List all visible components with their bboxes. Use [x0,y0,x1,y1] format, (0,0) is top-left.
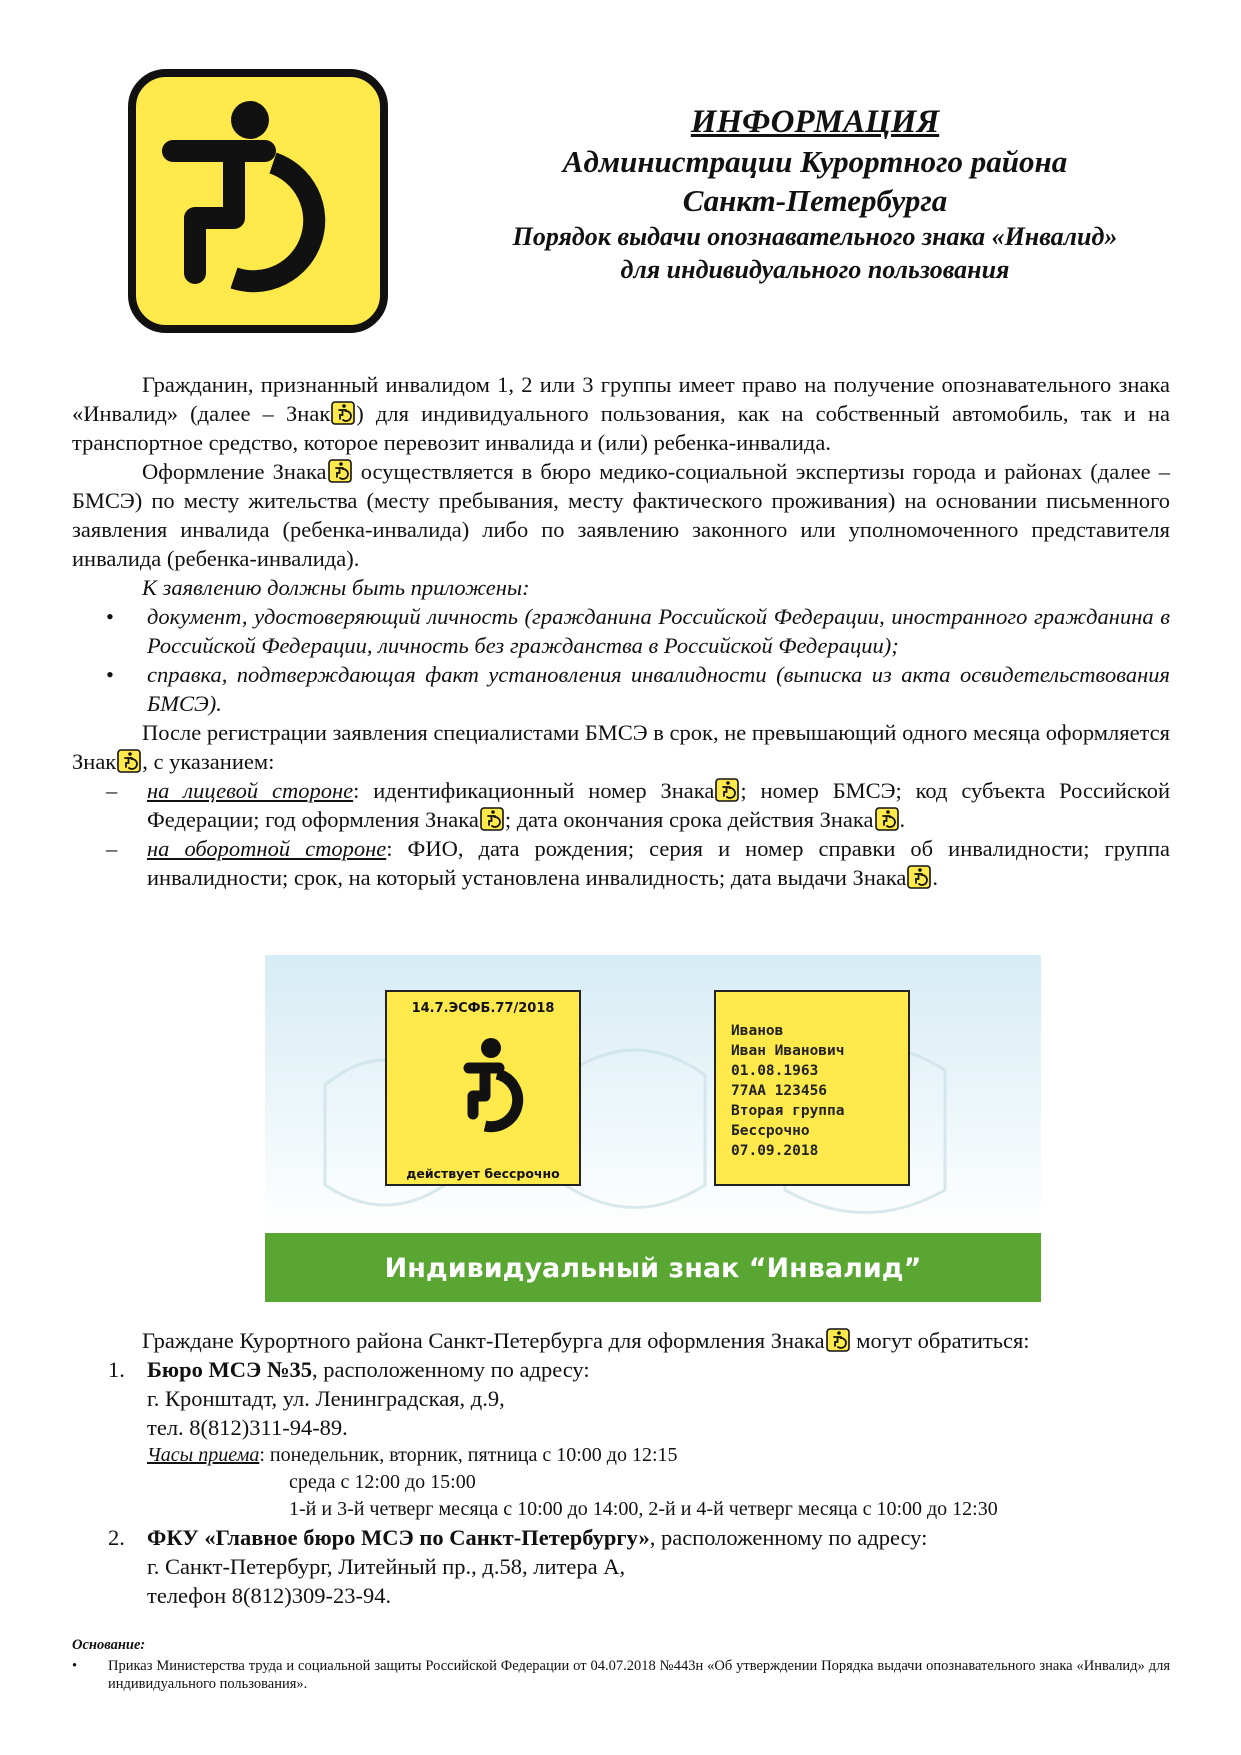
paragraph-registration: Оформление Знака осуществляется в бюро медико-социальной экспертизы города и районах (далее – БМСЭ) по месту жительства (месту пребывания, месту фактического проживания) на основании письменного заявления инвалида (ребенка-инвалида) либо по заявлению законного или уполномоченного представителя инвалида (ребенка-инвалида). [72,459,1170,571]
sign-front-caption: действует бессрочно [406,1166,560,1181]
wheelchair-sign-icon [715,778,739,802]
sign-back-line: Иван Иванович [731,1043,845,1059]
sign-back-line: Вторая группа [731,1103,845,1119]
footnote-item: • Приказ Министерства труда и социальной защиты Российской Федерации от 04.07.2018 №443н «Об утверждении Порядка выдачи опознавательного знака «Инвалид» для индивидуального пользования». [72,1658,1170,1692]
sign-example-banner [265,955,1041,1302]
subtitle-line-1: Порядок выдачи опознавательного знака «Инвалид» [512,222,1118,251]
page-title: ИНФОРМАЦИЯ [690,104,940,140]
office-address: г. Кронштадт, ул. Ленинградская, д.9, [147,1386,505,1411]
footnote [72,1636,1170,1693]
paragraph-issue: После регистрации заявления специалистами БМСЭ в срок, не превышающий одного месяца оформляется Знак , с указанием: [72,720,1170,774]
paragraph-rights: Гражданин, признанный инвалидом 1, 2 или 3 группы имеет право на получение опознавательного знака «Инвалид» (далее – Знак ) для индивидуального пользования, как на собственный автомобиль, так и на транспортное средство, которое перевозит инвалида и (или) ребенка-инвалида. [72,372,1171,455]
list-item: • документ, удостоверяющий личность (гражданина Российской Федерации, иностранного гражданина в Российской Федерации, личность без гражданства в Российской Федерации); [106,604,1170,658]
contacts-intro: Граждане Курортного района Санкт-Петербурга для оформления Знака могут обратиться: [142,1328,1030,1353]
sign-front [386,991,580,1185]
wheelchair-sign-icon [480,807,504,831]
office-address: г. Санкт-Петербург, Литейный пр., д.58, литера А, [147,1554,626,1579]
sign-back-line: Бессрочно [731,1123,810,1139]
list-item: 1. Бюро МСЭ №35, расположенному по адресу: г. Кронштадт, ул. Ленинградская, д.9, тел. 8(812)311-94-89. Часы приема: понедельник, вторник, пятница с 10:00 до 12:15 среда с 12:00 до 15:00 1-й и 3-й четверг месяца с 10:00 до 14:00, 2-й и 4-й четверг месяца с 10:00 до 12:30 [72,1355,1170,1523]
attach-list [72,602,1170,718]
office-phone: телефон 8(812)309-23-94. [147,1583,392,1608]
sign-back-line: Иванов [731,1023,784,1039]
sign-back-line: 01.08.1963 [731,1063,819,1079]
office-hours: Часы приема: понедельник, вторник, пятница с 10:00 до 12:15 среда с 12:00 до 15:00 1-й и 3-й четверг месяца с 10:00 до 14:00, 2-й и 4-й четверг месяца с 10:00 до 12:30 [147,1444,998,1520]
sides-list [72,776,1170,892]
wheelchair-sign-icon [907,865,931,889]
wheelchair-sign-icon [328,459,352,483]
footnote-label: Основание: [72,1637,146,1653]
wheelchair-sign-icon [127,68,389,334]
office-phone: тел. 8(812)311-94-89. [147,1415,348,1440]
org-line-1: Администрации Курортного района [562,144,1068,179]
office-name: Бюро МСЭ №35 [147,1357,312,1382]
sign-back [715,991,909,1185]
wheelchair-sign-icon [826,1328,850,1352]
list-item: • справка, подтверждающая факт установления инвалидности (выписка из акта освидетельствования БМСЭ). [106,662,1170,716]
wheelchair-sign-icon [117,749,141,773]
list-item: 2. ФКУ «Главное бюро МСЭ по Санкт-Петербургу», расположенному по адресу: г. Санкт-Петербург, Литейный пр., д.58, литера А, телефон 8(812)309-23-94. [72,1523,1170,1610]
sign-back-line: 07.09.2018 [731,1143,819,1159]
main-text [72,370,1170,892]
sign-front-id: 14.7.ЭСФБ.77/2018 [411,1001,555,1016]
header [430,102,1200,286]
org-line-2: Санкт-Петербурга [682,183,948,218]
banner-title: Индивидуальный знак “Инвалид” [384,1253,922,1284]
subtitle-line-2: для индивидуального пользования [620,255,1010,284]
contacts [72,1326,1170,1610]
sign-back-line: 77АА 123456 [731,1083,828,1099]
office-name: ФКУ «Главное бюро МСЭ по Санкт-Петербургу» [147,1525,650,1550]
list-item: – на лицевой стороне: идентификационный номер Знака ; номер БМСЭ; код субъекта Российской Федерации; год оформления Знака ; дата окончания срока действия Знака . [106,778,1170,832]
wheelchair-sign-icon [875,807,899,831]
wheelchair-sign-icon [331,401,355,425]
list-item: – на оборотной стороне: ФИО, дата рождения; серия и номер справки об инвалидности; группа инвалидности; срок, на который установлена инвалидность; дата выдачи Знака . [106,836,1170,890]
attach-heading: К заявлению должны быть приложены: [142,575,530,600]
office-list [72,1355,1170,1610]
